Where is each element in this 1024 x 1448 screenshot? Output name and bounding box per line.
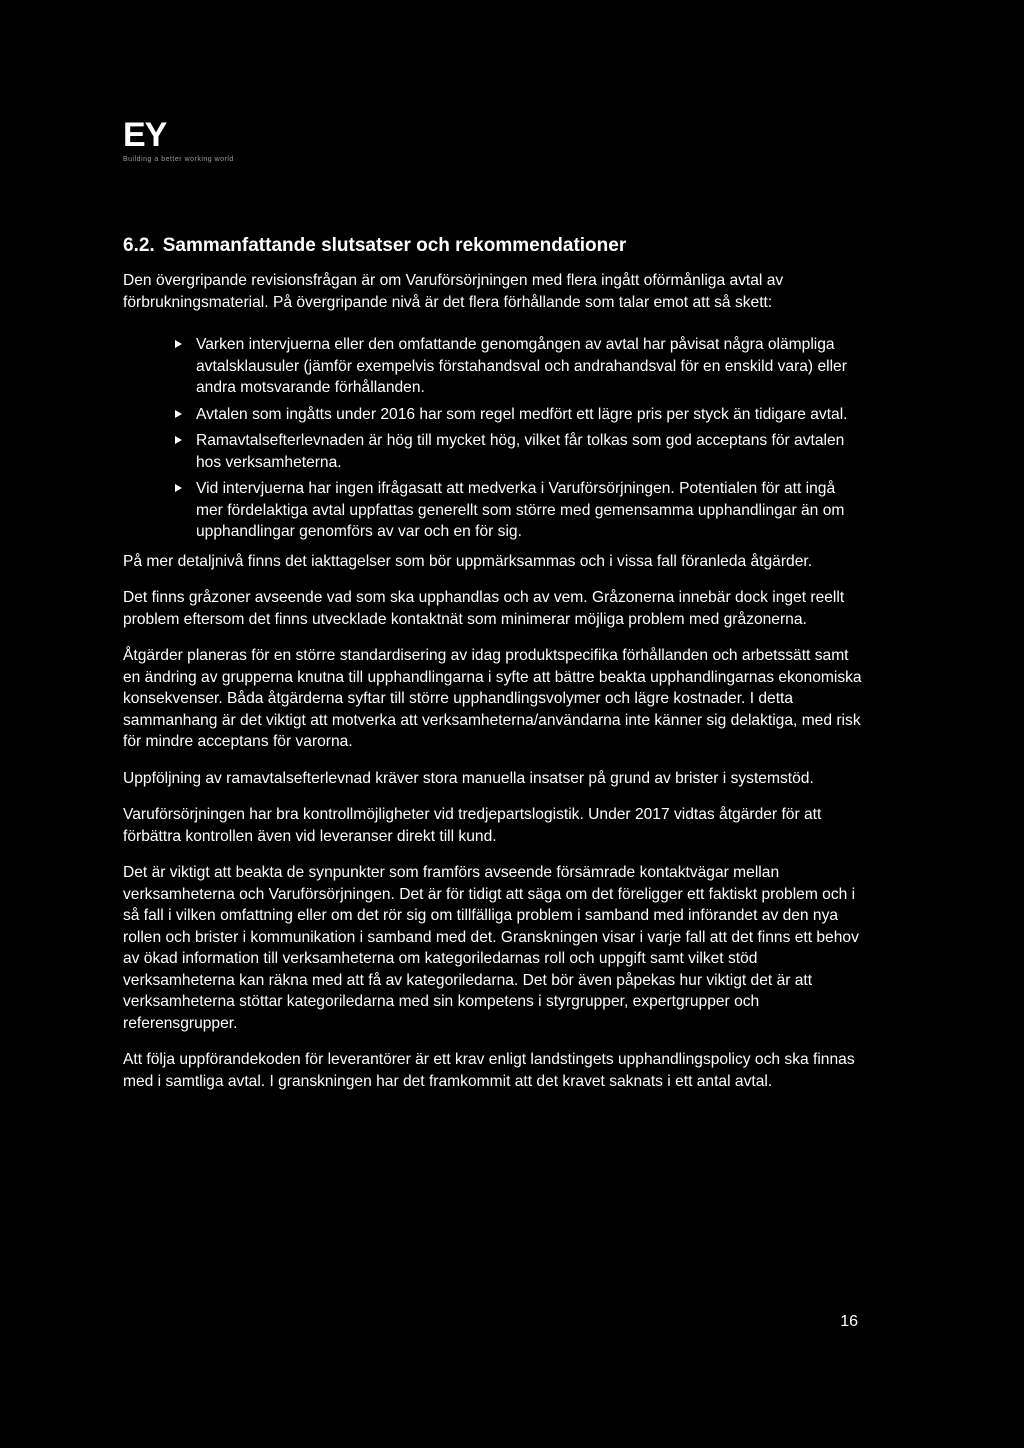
- triangle-bullet-icon: [175, 436, 182, 444]
- triangle-bullet-icon: [175, 484, 182, 492]
- bullet-list: [123, 334, 863, 543]
- body-paragraph: Att följa uppförandekoden för leverantörer är ett krav enligt landstingets upphandlingspolicy och ska finnas med i samtliga avtal. I granskningen har det framkommit att det kravet saknats i ett antal avtal.: [123, 1051, 855, 1090]
- bullet-item: [123, 404, 863, 426]
- page-number: 16: [840, 1313, 858, 1330]
- bullet-text: Avtalen som ingåtts under 2016 har som regel medfört ett lägre pris per styck än tidigare avtal.: [196, 405, 848, 423]
- section-number: 6.2.: [123, 235, 155, 256]
- ey-logo: [123, 116, 234, 178]
- body-paragraph: På mer detaljnivå finns det iakttagelser som bör uppmärksammas och i vissa fall föranleda åtgärder.: [123, 552, 813, 570]
- ey-logo-mark: EY: [123, 116, 167, 154]
- document-body: [123, 234, 863, 1107]
- body-paragraph: Åtgärder planeras för en större standardisering av idag produktspecifika förhållanden och arbetssätt samt en ändring av grupperna knutna till upphandlingarna i syfte att bättre beakta upphandlingarnas ekonomiska konsekvenser. Båda åtgärderna syftar till större upphandlingsvolymer och lägre kostnader. I detta sammanhang är det viktigt att motverka att verksamheterna/användarna inte känner sig delaktiga, med risk för mindre acceptans för varorna.: [123, 647, 862, 750]
- triangle-bullet-icon: [175, 340, 182, 348]
- body-paragraph: Uppföljning av ramavtalsefterlevnad kräver stora manuella insatser på grund av brister i systemstöd.: [123, 769, 814, 787]
- body-paragraph: Varuförsörjningen har bra kontrollmöjligheter vid tredjepartslogistik. Under 2017 vidtas åtgärder för att förbättra kontrollen även vid leveranser direkt till kund.: [123, 806, 822, 845]
- bullet-item: [123, 478, 863, 543]
- section-title: Sammanfattande slutsatser och rekommendationer: [162, 235, 627, 256]
- bullet-text: Vid intervjuerna har ingen ifrågasatt att medverka i Varuförsörjningen. Potentialen för att ingå mer fördelaktiga avtal uppfattas generellt som större med gemensamma upphandlingar än om upphandlingar genomförs av var och en för sig.: [196, 480, 845, 540]
- body-paragraph: Det finns gråzoner avseende vad som ska upphandlas och av vem. Gråzonerna innebär dock inget reellt problem eftersom det finns utvecklade kontaktnät som minimerar möjliga problem med gråzonerna.: [123, 589, 845, 628]
- section-heading: [123, 234, 863, 258]
- ey-logo-tagline: Building a better working world: [123, 156, 234, 163]
- bullet-item: [123, 430, 863, 473]
- triangle-bullet-icon: [175, 410, 182, 418]
- body-paragraph: Det är viktigt att beakta de synpunkter som framförs avseende försämrade kontaktvägar mellan verksamheterna och Varuförsörjningen. Det är för tidigt att säga om det föreligger ett faktiskt problem och i så fall i vilken omfattning eller om det rör sig om tillfälliga problem i samband med införandet av den nya rollen och brister i kommunikation i samband med det. Granskningen visar i varje fall att det finns ett behov av ökad information till verksamheterna om kategoriledarnas roll och uppgift samt vilket stöd verksamheterna kan räkna med att få av kategoriledarna. Det bör även påpekas hur viktigt det är att verksamheterna stöttar kategoriledarna med sin kompetens i styrgrupper, expertgrupper och referensgrupper.: [123, 864, 859, 1032]
- bullet-text: Varken intervjuerna eller den omfattande genomgången av avtal har påvisat några olämpliga avtalsklausuler (jämför exempelvis förstahandsval och andrahandsval för en enskild vara) eller andra motsvarande förhållanden.: [196, 336, 847, 396]
- bullet-text: Ramavtalsefterlevnaden är hög till mycket hög, vilket får tolkas som god acceptans för avtalen hos verksamheterna.: [196, 432, 845, 471]
- bullet-item: [123, 334, 863, 399]
- intro-paragraph: Den övergripande revisionsfrågan är om Varuförsörjningen med flera ingått oförmånliga avtal av förbrukningsmaterial. På övergripande nivå är det flera förhållande som talar emot att så skett:: [123, 272, 784, 311]
